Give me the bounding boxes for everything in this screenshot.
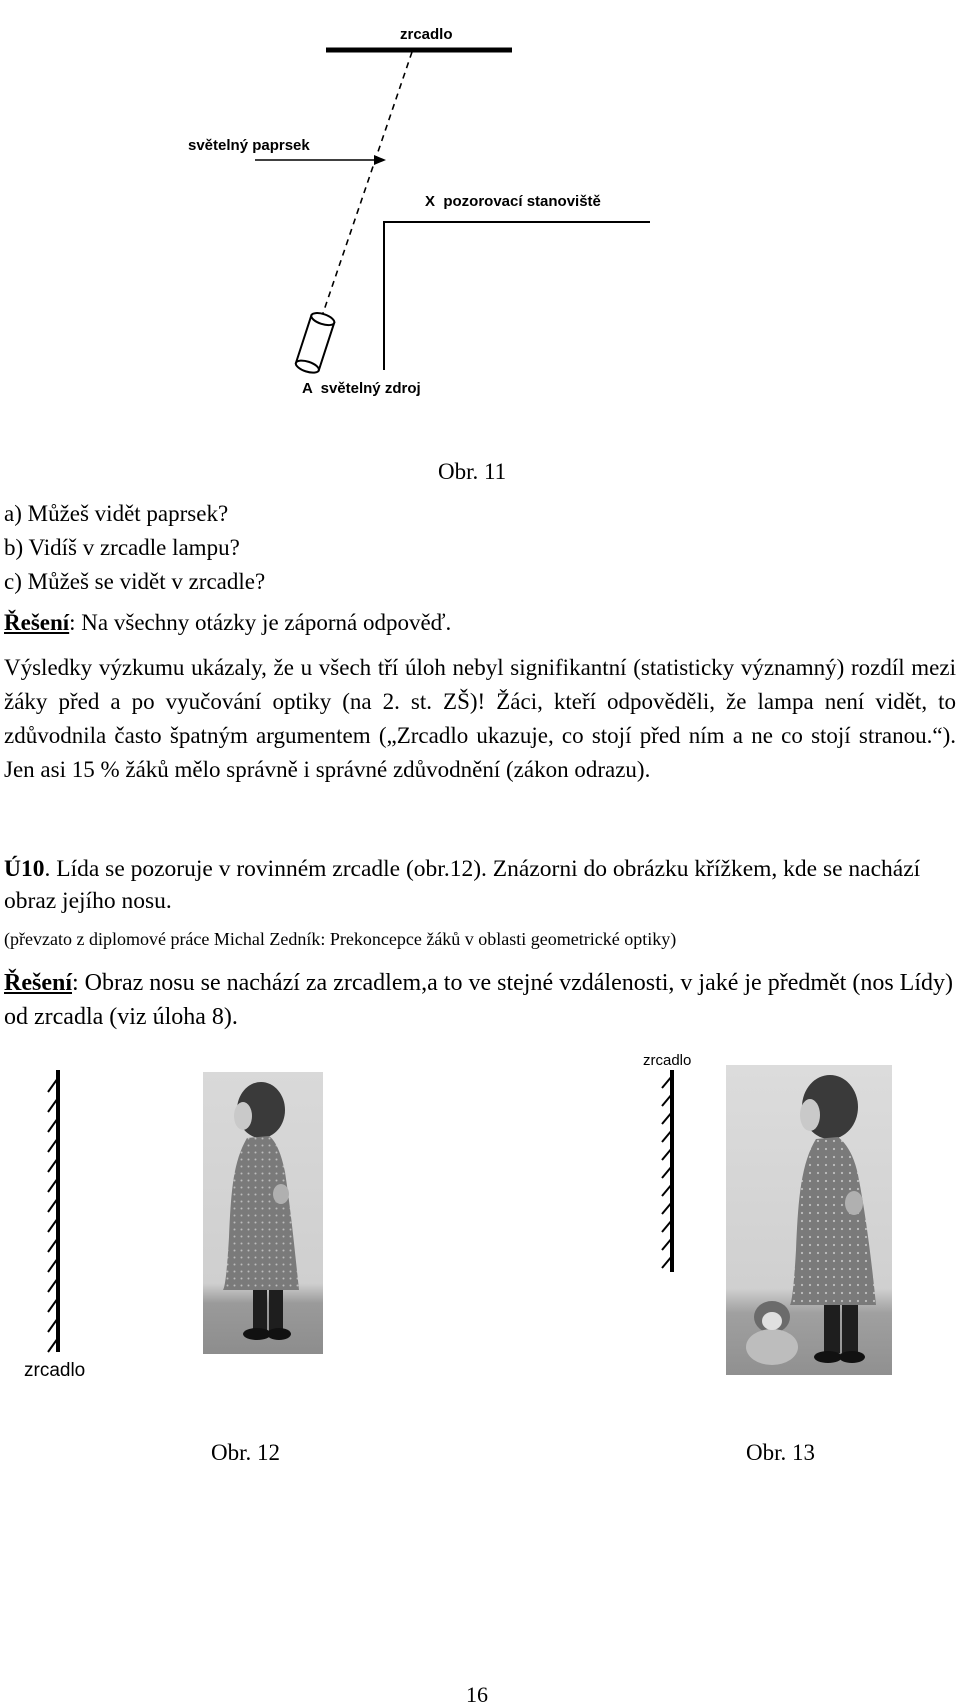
figure-11-diagram [0,0,960,420]
figure-13-mirror-label: zrcadlo [643,1052,692,1069]
wall-corner [384,222,650,370]
observer-label: X pozorovací stanoviště [425,193,601,210]
beam-arrowhead [374,155,386,165]
question-a: a) Můžeš vidět paprsek? [4,501,229,526]
solution-1 [4,610,451,636]
research-paragraph: Výsledky výzkumu ukázaly, že u všech tří úloh nebyl signifikantní (statisticky významný) rozdíl mezi žáky před a po vyučování optiky (na 2. st. ZŠ)! Žáci, kteří odpověděli, že lampa není vidět, to zdůvodnila často špatným argumentem („Zrcadlo ukazuje, co stojí před ním a ne co stojí stranou.“). Jen asi 15 % žáků mělo správně i správné zdůvodnění (zákon odrazu). [4,655,956,782]
source-label: A světelný zdroj [302,380,421,397]
figure-13-caption: Obr. 13 [746,1440,815,1465]
figure-11-caption: Obr. 11 [438,459,507,484]
girl-photo-fig13 [726,1065,892,1375]
solution-1-label: Řešení [4,610,70,635]
task-10 [4,853,956,917]
solution-1-text: : Na všechny otázky je záporná odpověď. [69,610,452,635]
figure-12-caption: Obr. 12 [211,1440,280,1465]
solution-2 [4,966,956,1034]
lamp-icon [294,311,335,375]
source-note: (převzato z diplomové práce Michal Zedník: Prekoncepce žáků v oblasti geometrické optiky) [4,929,677,949]
task-10-text: . Lída se pozoruje v rovinném zrcadle (obr.12). Znázorni do obrázku křížkem, kde se nachází obraz jejího nosu. [4,856,921,914]
task-10-label: Ú10 [4,856,45,882]
figure-13-mirror [658,1068,688,1278]
light-beam-dashed [320,52,412,322]
figure-12-mirror-label: zrcadlo [24,1360,86,1381]
solution-2-text: : Obraz nosu se nachází za zrcadlem,a to ve stejné vzdálenosti, v jaké je předmět (nos Lídy) od zrcadla (viz úloha 8). [4,970,953,1030]
figure-12-mirror [36,1068,76,1358]
question-c: c) Můžeš se vidět v zrcadle? [4,569,266,594]
question-b: b) Vidíš v zrcadle lampu? [4,535,240,560]
beam-label: světelný paprsek [188,137,310,154]
girl-photo-fig12 [203,1072,323,1354]
solution-2-label: Řešení [4,970,72,996]
mirror-label: zrcadlo [400,26,453,43]
page-number: 16 [466,1682,488,1707]
